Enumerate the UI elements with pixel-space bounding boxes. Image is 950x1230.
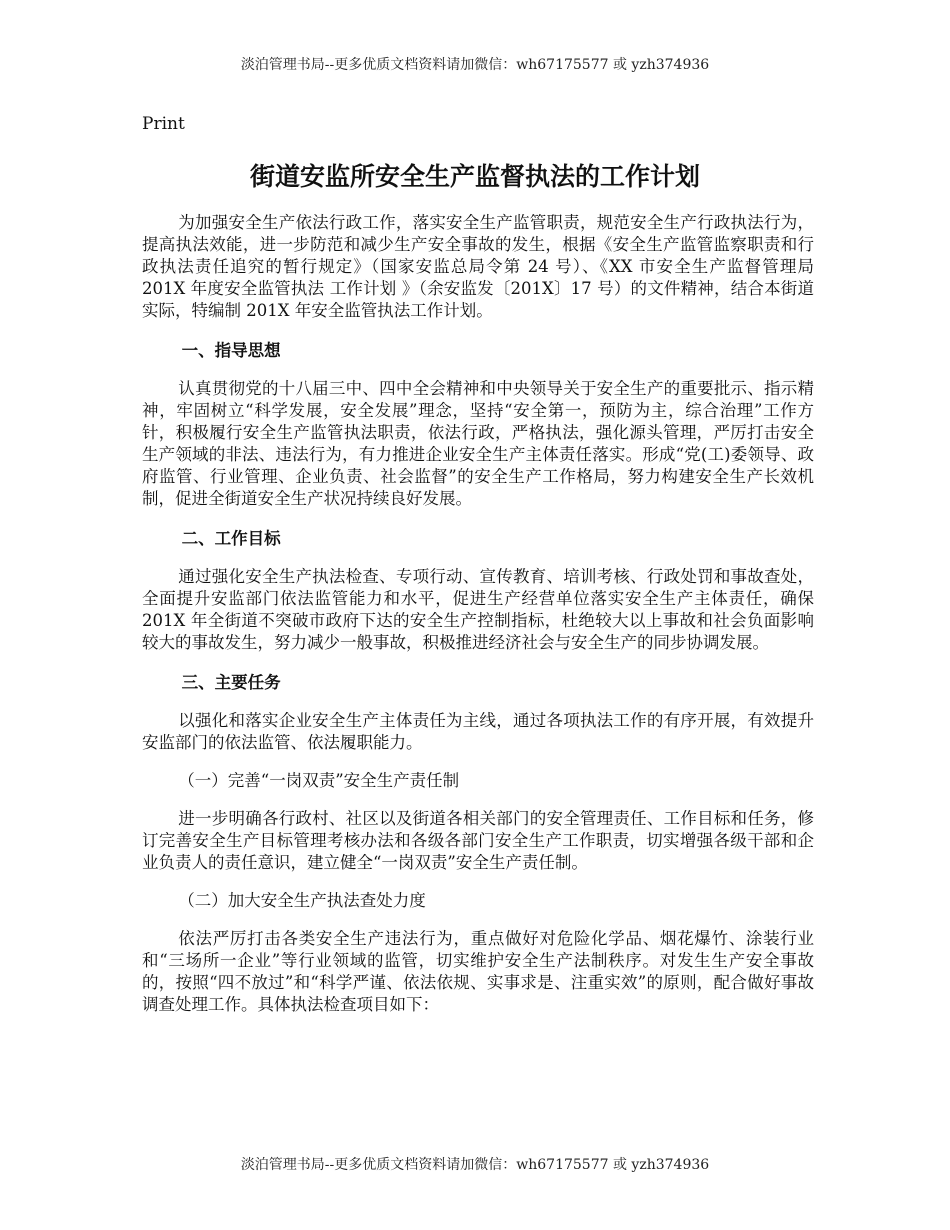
page-footer: 淡泊管理书局--更多优质文档资料请加微信：wh67175577 或 yzh374936 <box>240 1157 710 1173</box>
section-body-main-tasks: 以强化和落实企业安全生产主体责任为主线，通过各项执法工作的有序开展，有效提升安监部门的依法监管、依法履职能力。 <box>142 711 814 752</box>
print-label: Print <box>142 114 185 134</box>
section-heading-main-tasks: 三、主要任务 <box>181 673 281 692</box>
intro-paragraph: 为加强安全生产依法行政工作，落实安全生产监管职责，规范安全生产行政执法行为，提高执法效能，进一步防范和减少生产安全事故的发生，根据《安全生产监管监察职责和行政执法责任追究的暂行规定》（国家安监总局令第 24 号）、《XX 市安全生产监督管理局 201X 年度安全监管执法 工作计划 》（余安监发〔201X〕17 号）的文件精神，结合本街道实际，特编制 201X 年安全监管执法工作计划。 <box>142 213 814 320</box>
section-heading-guiding-ideology: 一、指导思想 <box>181 341 281 360</box>
subsection-body-responsibility: 进一步明确各行政村、社区以及街道各相关部门的安全管理责任、工作目标和任务，修订完善安全生产目标管理考核办法和各级各部门安全生产工作职责，切实增强各级干部和企业负责人的责任意识，建立健全“一岗双责”安全生产责任制。 <box>142 809 814 872</box>
section-body-guiding-ideology: 认真贯彻党的十八届三中、四中全会精神和中央领导关于安全生产的重要批示、指示精神，牢固树立“科学发展，安全发展”理念，坚持“安全第一，预防为主，综合治理”工作方针，积极履行安全生产监管执法职责，依法行政，严格执法，强化源头管理，严厉打击安全生产领域的非法、违法行为，有力推进企业安全生产主体责任落实。形成“党(工)委领导、政府监管、行业管理、企业负责、社会监督”的安全生产工作格局，努力构建安全生产长效机制，促进全街道安全生产状况持续良好发展。 <box>142 379 814 508</box>
section-heading-work-goals: 二、工作目标 <box>181 529 281 548</box>
document-title: 街道安监所安全生产监督执法的工作计划 <box>249 162 700 191</box>
subsection-heading-responsibility: （一）完善“一岗双责”安全生产责任制 <box>178 771 460 790</box>
page-header: 淡泊管理书局--更多优质文档资料请加微信：wh67175577 或 yzh374936 <box>240 57 710 73</box>
document-body <box>142 212 814 1016</box>
subsection-body-enforcement: 依法严厉打击各类安全生产违法行为，重点做好对危险化学品、烟花爆竹、涂装行业和“三场所一企业”等行业领域的监管，切实维护安全生产法制秩序。对发生生产安全事故的，按照“四不放过”和“科学严谨、依法依规、实事求是、注重实效”的原则，配合做好事故调查处理工作。具体执法检查项目如下： <box>142 929 814 1014</box>
section-body-work-goals: 通过强化安全生产执法检查、专项行动、宣传教育、培训考核、行政处罚和事故查处，全面提升安监部门依法监管能力和水平，促进生产经营单位落实安全生产主体责任，确保 201X 年全街道不突破市政府下达的安全生产控制指标，杜绝较大以上事故和社会负面影响较大的事故发生，努力减少一般事故，积极推进经济社会与安全生产的同步协调发展。 <box>142 567 814 652</box>
subsection-heading-enforcement: （二）加大安全生产执法查处力度 <box>178 891 426 910</box>
